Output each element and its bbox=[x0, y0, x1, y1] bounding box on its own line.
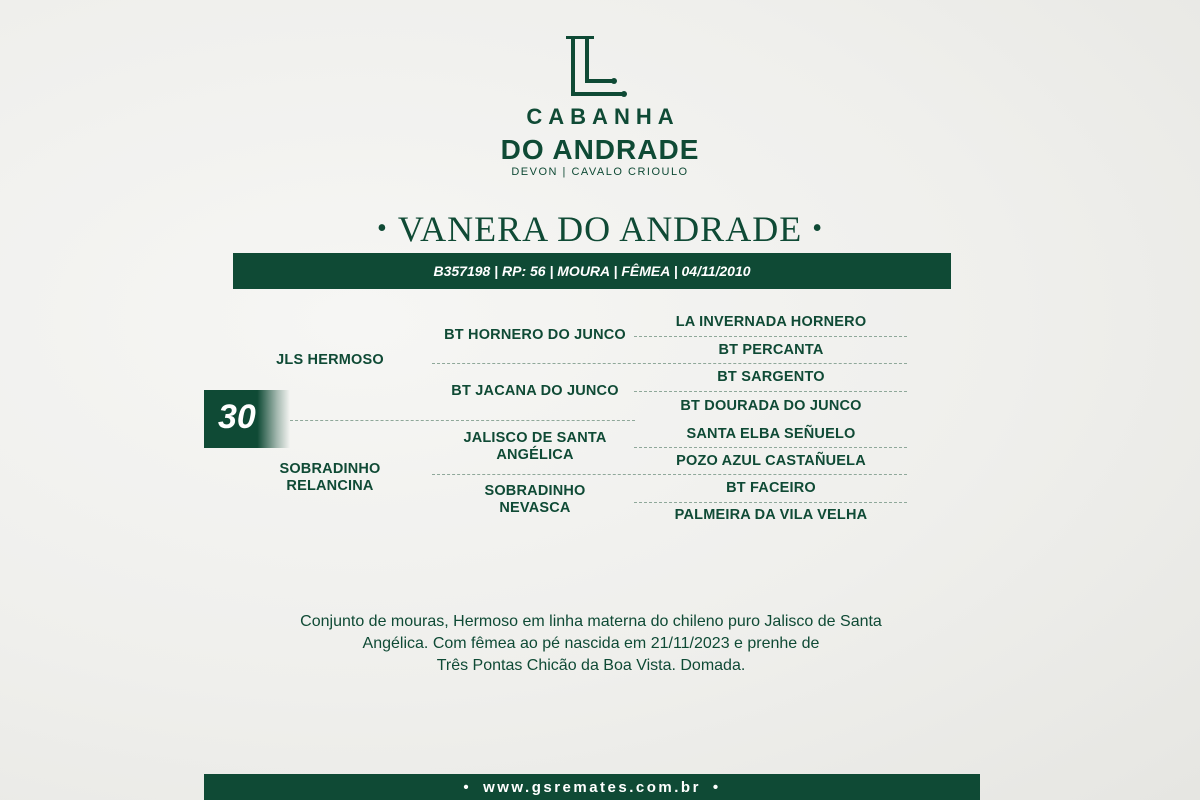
pedigree-divider-g3-4 bbox=[634, 502, 907, 503]
footer-bullet-left: • bbox=[463, 778, 472, 796]
pedigree-divider-g3-1 bbox=[634, 336, 907, 337]
registration-info: B357198 | RP: 56 | MOURA | FÊMEA | 04/11/2010 bbox=[433, 263, 751, 279]
pedigree-g3-8: PALMEIRA DA VILA VELHA bbox=[674, 507, 868, 523]
pedigree-divider-main bbox=[290, 420, 635, 421]
pedigree-g3-1: LA INVERNADA HORNERO bbox=[675, 314, 867, 330]
title-bullet-right: • bbox=[812, 213, 823, 244]
description-line-2: Angélica. Com fêmea ao pé nascida em 21/11/2023 e prenhe de bbox=[362, 635, 820, 652]
pedigree-dam-sire bbox=[432, 430, 638, 464]
brand-name-top: CABANHA bbox=[526, 104, 680, 129]
description-line-3: Três Pontas Chicão da Boa Vista. Domada. bbox=[436, 657, 746, 674]
pedigree-g3-5: SANTA ELBA SEÑUELO bbox=[686, 426, 856, 442]
animal-name: VANERA DO ANDRADE bbox=[397, 209, 803, 249]
pedigree-sire-sire: BT HORNERO DO JUNCO bbox=[444, 327, 626, 343]
pedigree-divider-g2-2 bbox=[432, 474, 907, 475]
website-link[interactable]: www.gsremates.com.br bbox=[483, 778, 701, 796]
brand-name-main: DO ANDRADE bbox=[500, 134, 700, 165]
lot-number: 30 bbox=[218, 398, 256, 436]
animal-title bbox=[0, 208, 1200, 250]
pedigree-dam-sire-line1: JALISCO DE SANTA bbox=[463, 430, 607, 446]
brand-tagline: DEVON | CAVALO CRIOULO bbox=[511, 166, 689, 178]
registration-info-bar bbox=[233, 253, 951, 289]
pedigree-sire: JLS HERMOSO bbox=[276, 352, 384, 368]
pedigree-g3-7: BT FACEIRO bbox=[726, 480, 816, 496]
pedigree-dam-sire-line2: ANGÉLICA bbox=[496, 447, 574, 463]
pedigree-sire-dam: BT JACANA DO JUNCO bbox=[451, 383, 619, 399]
lot-description bbox=[200, 611, 982, 677]
pedigree-dam-dam bbox=[432, 483, 638, 517]
pedigree-dam-line2: RELANCINA bbox=[286, 478, 374, 494]
footer-bullet-right: • bbox=[712, 778, 721, 796]
pedigree-g3-3: BT SARGENTO bbox=[717, 369, 825, 385]
pedigree-g3-6: POZO AZUL CASTAÑUELA bbox=[676, 453, 866, 469]
description-line-1: Conjunto de mouras, Hermoso em linha materna do chileno puro Jalisco de Santa bbox=[300, 613, 882, 630]
pedigree-g3-2: BT PERCANTA bbox=[718, 342, 824, 358]
footer-bar bbox=[204, 774, 980, 800]
pedigree-dam-line1: SOBRADINHO bbox=[279, 461, 381, 477]
title-bullet-left: • bbox=[377, 213, 388, 244]
pedigree-divider-g3-3 bbox=[634, 447, 907, 448]
pedigree-divider-g3-2 bbox=[634, 391, 907, 392]
brand-logo-mark bbox=[560, 36, 640, 106]
lot-number-badge bbox=[204, 390, 290, 448]
pedigree-divider-g2-1 bbox=[432, 363, 907, 364]
pedigree-dam bbox=[250, 461, 410, 495]
pedigree-dam-dam-line2: NEVASCA bbox=[499, 500, 571, 516]
pedigree-g3-4: BT DOURADA DO JUNCO bbox=[680, 398, 862, 414]
pedigree-dam-dam-line1: SOBRADINHO bbox=[484, 483, 586, 499]
